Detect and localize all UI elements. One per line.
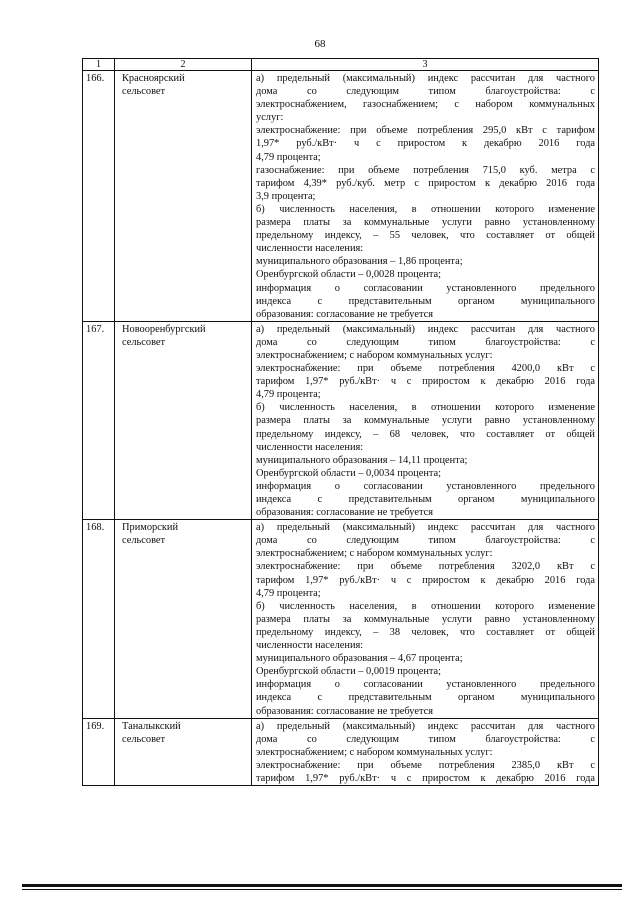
- municipality-name-line: сельсовет: [122, 535, 166, 547]
- description-line: численности населения:: [256, 243, 364, 255]
- description-line: размера платы за коммунальные услуги равно установленному: [256, 415, 595, 427]
- description-line: б) численность населения, в отношении которого изменение: [256, 402, 595, 414]
- description-line: муниципального образования – 4,67 процента;: [256, 653, 463, 665]
- index-description: [252, 718, 599, 785]
- description-line: электроснабжением; с набором коммунальных услуг:: [256, 349, 493, 361]
- footer-rule-thick: [22, 884, 622, 887]
- page-number: 68: [314, 38, 326, 50]
- row-number: 169.: [83, 718, 115, 785]
- header-row: [83, 59, 599, 71]
- description-line: образования: согласование не требуется: [256, 308, 434, 320]
- table-row: [83, 520, 599, 718]
- description-line: 4,79 процента;: [256, 389, 321, 401]
- description-line: индекса с представительным органом муниципального: [256, 295, 595, 307]
- description-line: а) предельный (максимальный) индекс рассчитан для частного: [256, 73, 595, 84]
- description-line: электроснабжение: при объеме потребления 4200,0 кВт с: [256, 363, 595, 375]
- description-line: муниципального образования – 1,86 процента;: [256, 256, 463, 268]
- description-line: образования: согласование не требуется: [256, 507, 434, 519]
- description-line: предельному индексу, – 68 человек, что составляет от общей: [256, 428, 595, 440]
- description-line: дома со следующим типом благоустройства: с: [256, 86, 595, 98]
- description-line: индекса с представительным органом муниципального: [256, 494, 595, 505]
- description-line: предельному индексу, – 55 человек, что составляет от общей: [256, 230, 595, 242]
- description-line: дома со следующим типом благоустройства: с: [256, 733, 595, 745]
- footer-rule-thin: [22, 889, 622, 890]
- description-line: 1,97* руб./кВт· ч с приростом к декабрю 2016 года: [256, 138, 595, 150]
- description-line: дома со следующим типом благоустройства: с: [256, 535, 595, 547]
- municipality-name-line: сельсовет: [122, 336, 166, 348]
- row-number: 167.: [83, 321, 115, 519]
- description-line: Оренбургской области – 0,0034 процента;: [256, 467, 442, 479]
- municipality-name: [115, 520, 252, 718]
- column-header-3: 3: [252, 59, 599, 71]
- table-body: [83, 71, 599, 786]
- description-line: б) численность населения, в отношении которого изменение: [256, 600, 595, 612]
- municipality-name-line: Красноярский: [122, 73, 185, 84]
- description-line: дома со следующим типом благоустройства: с: [256, 336, 595, 348]
- description-line: услуг:: [256, 112, 284, 124]
- municipal-index-table: [82, 58, 599, 786]
- description-line: размера платы за коммунальные услуги равно установленному: [256, 217, 595, 229]
- description-line: информация о согласовании установленного предельного: [256, 679, 595, 691]
- description-line: 4,79 процента;: [256, 151, 321, 163]
- description-line: размера платы за коммунальные услуги равно установленному: [256, 613, 595, 625]
- description-line: муниципального образования – 14,11 процента;: [256, 454, 468, 466]
- municipality-name-line: Новооренбургский: [122, 323, 206, 335]
- description-line: газоснабжение: при объеме потребления 715,0 куб. метра с: [256, 164, 595, 176]
- municipality-name-line: Таналыкский: [122, 720, 181, 732]
- description-line: Оренбургской области – 0,0028 процента;: [256, 269, 442, 281]
- description-line: 4,79 процента;: [256, 587, 321, 599]
- description-line: электроснабжением; с набором коммунальных услуг:: [256, 746, 493, 758]
- description-line: тарифом 4,39* руб./куб. метр с приростом к декабрю 2016 года: [256, 177, 595, 189]
- municipality-name-line: сельсовет: [122, 86, 166, 98]
- description-line: электроснабжение: при объеме потребления 295,0 кВт с тарифом: [256, 125, 595, 137]
- description-line: тарифом 1,97* руб./кВт· ч с приростом к декабрю 2016 года: [256, 376, 595, 388]
- description-line: образования: согласование не требуется: [256, 705, 434, 717]
- municipality-name-line: сельсовет: [122, 733, 166, 745]
- description-line: информация о согласовании установленного предельного: [256, 282, 595, 294]
- description-line: электроснабжением; с набором коммунальных услуг:: [256, 548, 493, 560]
- description-line: электроснабжение: при объеме потребления 3202,0 кВт с: [256, 561, 595, 573]
- column-header-1: 1: [83, 59, 115, 71]
- municipality-name-line: Приморский: [122, 522, 179, 534]
- description-line: индекса с представительным органом муниципального: [256, 692, 595, 704]
- description-line: тарифом 1,97* руб./кВт· ч с приростом к декабрю 2016 года: [256, 574, 595, 586]
- column-header-2: 2: [115, 59, 252, 71]
- description-line: б) численность населения, в отношении которого изменение: [256, 203, 595, 215]
- description-line: численности населения:: [256, 640, 364, 652]
- description-line: предельному индексу, – 38 человек, что составляет от общей: [256, 626, 595, 638]
- row-number: 166.: [83, 71, 115, 322]
- municipality-name: [115, 71, 252, 322]
- index-description: [252, 520, 599, 718]
- description-line: Оренбургской области – 0,0019 процента;: [256, 666, 442, 678]
- table-row: [83, 71, 599, 322]
- description-line: тарифом 1,97* руб./кВт· ч с приростом к декабрю 2016 года: [256, 772, 595, 784]
- municipality-name: [115, 718, 252, 785]
- row-number: 168.: [83, 520, 115, 718]
- description-line: электроснабжением, газоснабжением; с набором коммунальных: [256, 99, 595, 111]
- table-row: [83, 321, 599, 519]
- description-line: электроснабжение: при объеме потребления 2385,0 кВт с: [256, 759, 595, 771]
- table-row: [83, 718, 599, 785]
- municipality-name: [115, 321, 252, 519]
- index-description: [252, 321, 599, 519]
- description-line: а) предельный (максимальный) индекс рассчитан для частного: [256, 323, 595, 335]
- index-description: [252, 71, 599, 322]
- description-line: а) предельный (максимальный) индекс рассчитан для частного: [256, 720, 595, 732]
- description-line: а) предельный (максимальный) индекс рассчитан для частного: [256, 522, 595, 534]
- description-line: численности населения:: [256, 441, 364, 453]
- description-line: информация о согласовании установленного предельного: [256, 480, 595, 492]
- description-line: 3,9 процента;: [256, 190, 316, 202]
